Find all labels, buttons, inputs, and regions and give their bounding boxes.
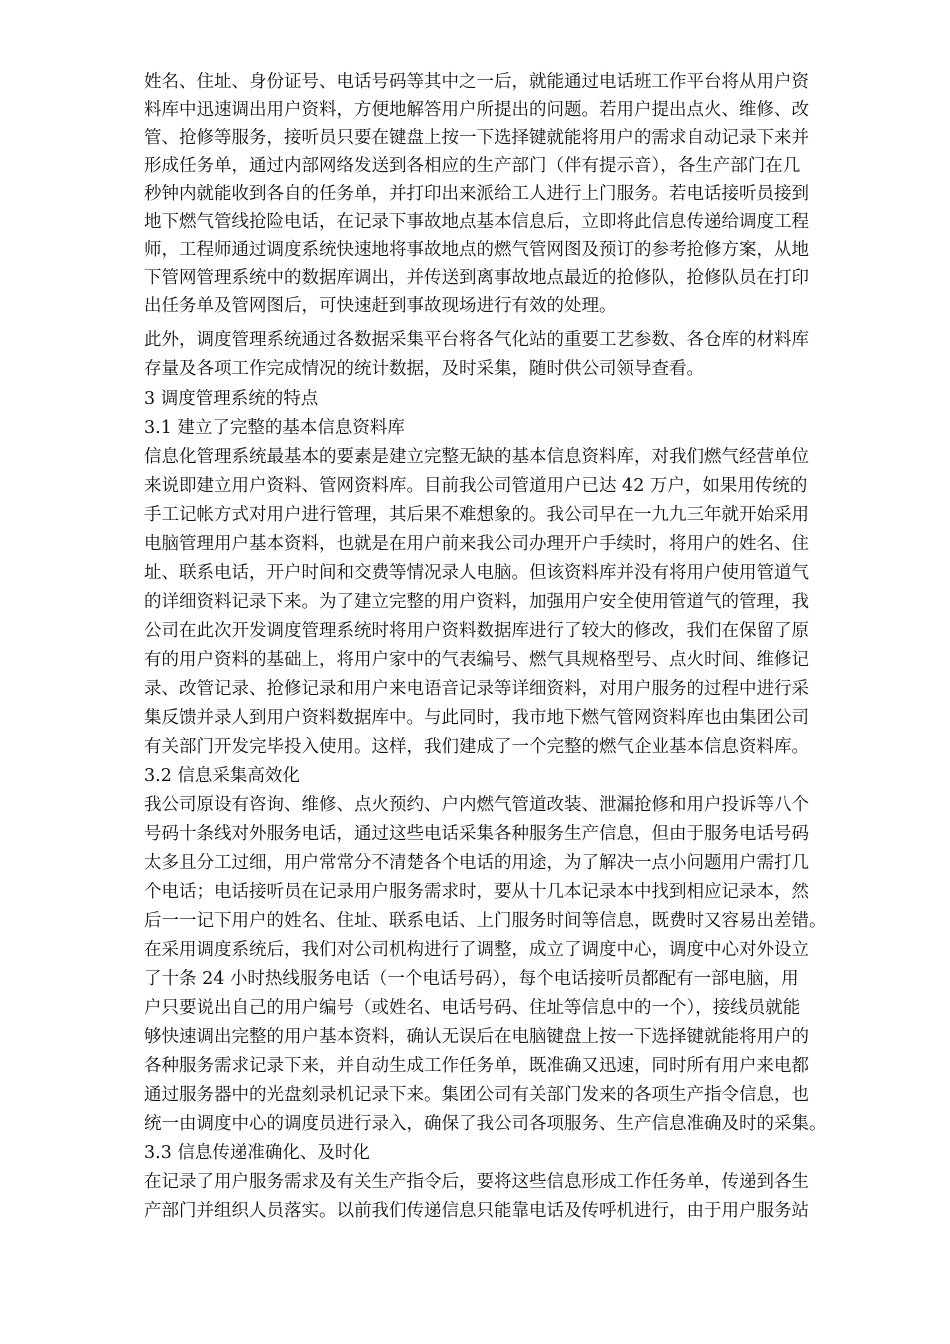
- text-line: 各种服务需求记录下来，并自动生成工作任务单，既准确又迅速，同时所有用户来电都: [144, 1056, 809, 1076]
- text-line: 通过服务器中的光盘刻录机记录下来。集团公司有关部门发来的各项生产指令信息，也: [144, 1085, 809, 1105]
- text-line: 统一由调度中心的调度员进行录入，确保了我公司各项服务、生产信息准确及时的采集。: [144, 1114, 827, 1134]
- text-line: 后一一记下用户的姓名、住址、联系电话、上门服务时间等信息，既费时又容易出差错。: [144, 911, 827, 931]
- text-line: 有关部门开发完毕投入使用。这样，我们建成了一个完整的燃气企业基本信息资料库。: [144, 737, 809, 757]
- text-line: 此外，调度管理系统通过各数据采集平台将各气化站的重要工艺参数、各仓库的材料库: [144, 330, 809, 350]
- subsection-heading: 3.2 信息采集高效化: [144, 766, 300, 786]
- text-line: 信息化管理系统最基本的要素是建立完整无缺的基本信息资料库，对我们燃气经营单位: [144, 447, 809, 467]
- subsection-heading: 3.1 建立了完整的基本信息资料库: [144, 418, 405, 438]
- text-line: 公司在此次开发调度管理系统时将用户资料数据库进行了较大的修改，我们在保留了原: [144, 621, 809, 641]
- text-line: 录、改管记录、抢修记录和用户来电语音记录等详细资料，对用户服务的过程中进行采: [144, 679, 809, 699]
- text-line: 地下燃气管线抢险电话，在记录下事故地点基本信息后，立即将此信息传递给调度工程: [144, 212, 809, 232]
- text-line: 形成任务单，通过内部网络发送到各相应的生产部门（伴有提示音），各生产部门在几: [144, 156, 801, 176]
- text-line: 出任务单及管网图后，可快速赶到事故现场进行有效的处理。: [144, 296, 617, 316]
- text-line: 手工记帐方式对用户进行管理，其后果不难想象的。我公司早在一九九三年就开始采用: [144, 505, 809, 525]
- text-line: 在采用调度系统后，我们对公司机构进行了调整，成立了调度中心，调度中心对外设立: [144, 940, 809, 960]
- text-line: 了十条 24 小时热线服务电话（一个电话号码），每个电话接听员都配有一部电脑，用: [144, 969, 799, 989]
- subsection-heading: 3.3 信息传递准确化、及时化: [144, 1143, 370, 1163]
- text-line: 我公司原设有咨询、维修、点火预约、户内燃气管道改装、泄漏抢修和用户投诉等八个: [144, 795, 809, 815]
- section-heading: 3 调度管理系统的特点: [144, 389, 319, 409]
- text-line: 户只要说出自己的用户编号（或姓名、电话号码、住址等信息中的一个），接线员就能: [144, 998, 801, 1018]
- text-line: 在记录了用户服务需求及有关生产指令后，要将这些信息形成工作任务单，传递到各生: [144, 1172, 809, 1192]
- text-line: 太多且分工过细，用户常常分不清楚各个电话的用途，为了解决一点小问题用户需打几: [144, 853, 809, 873]
- text-line: 料库中迅速调出用户资料，方便地解答用户所提出的问题。若用户提出点火、维修、改: [144, 100, 809, 120]
- text-line: 号码十条线对外服务电话，通过这些电话采集各种服务生产信息，但由于服务电话号码: [144, 824, 809, 844]
- text-line: 址、联系电话，开户时间和交费等情况录人电脑。但该资料库并没有将用户使用管道气: [144, 563, 809, 583]
- text-line: 下管网管理系统中的数据库调出，并传送到离事故地点最近的抢修队，抢修队员在打印: [144, 268, 809, 288]
- text-line: 的详细资料记录下来。为了建立完整的用户资料，加强用户安全使用管道气的管理，我: [144, 592, 809, 612]
- text-line: 有的用户资料的基础上，将用户家中的气表编号、燃气具规格型号、点火时间、维修记: [144, 650, 809, 670]
- text-line: 管、抢修等服务，接听员只要在键盘上按一下选择键就能将用户的需求自动记录下来并: [144, 128, 809, 148]
- text-line: 集反馈并录人到用户资料数据库中。与此同时，我市地下燃气管网资料库也由集团公司: [144, 708, 809, 728]
- text-line: 姓名、住址、身份证号、电话号码等其中之一后，就能通过电话班工作平台将从用户资: [144, 72, 809, 92]
- text-line: 秒钟内就能收到各自的任务单，并打印出来派给工人进行上门服务。若电话接听员接到: [144, 184, 809, 204]
- text-line: 师，工程师通过调度系统快速地将事故地点的燃气管网图及预订的参考抢修方案，从地: [144, 240, 809, 260]
- text-line: 够快速调出完整的用户基本资料，确认无误后在电脑键盘上按一下选择键就能将用户的: [144, 1027, 809, 1047]
- text-line: 来说即建立用户资料、管网资料库。目前我公司管道用户已达 42 万户，如果用传统的: [144, 476, 808, 496]
- text-line: 存量及各项工作完成情况的统计数据，及时采集，随时供公司领导查看。: [144, 359, 704, 379]
- text-line: 个电话；电话接听员在记录用户服务需求时，要从十几本记录本中找到相应记录本，然: [144, 882, 809, 902]
- text-line: 产部门并组织人员落实。以前我们传递信息只能靠电话及传呼机进行，由于用户服务站: [144, 1201, 809, 1221]
- text-line: 电脑管理用户基本资料，也就是在用户前来我公司办理开户手续时，将用户的姓名、住: [144, 534, 809, 554]
